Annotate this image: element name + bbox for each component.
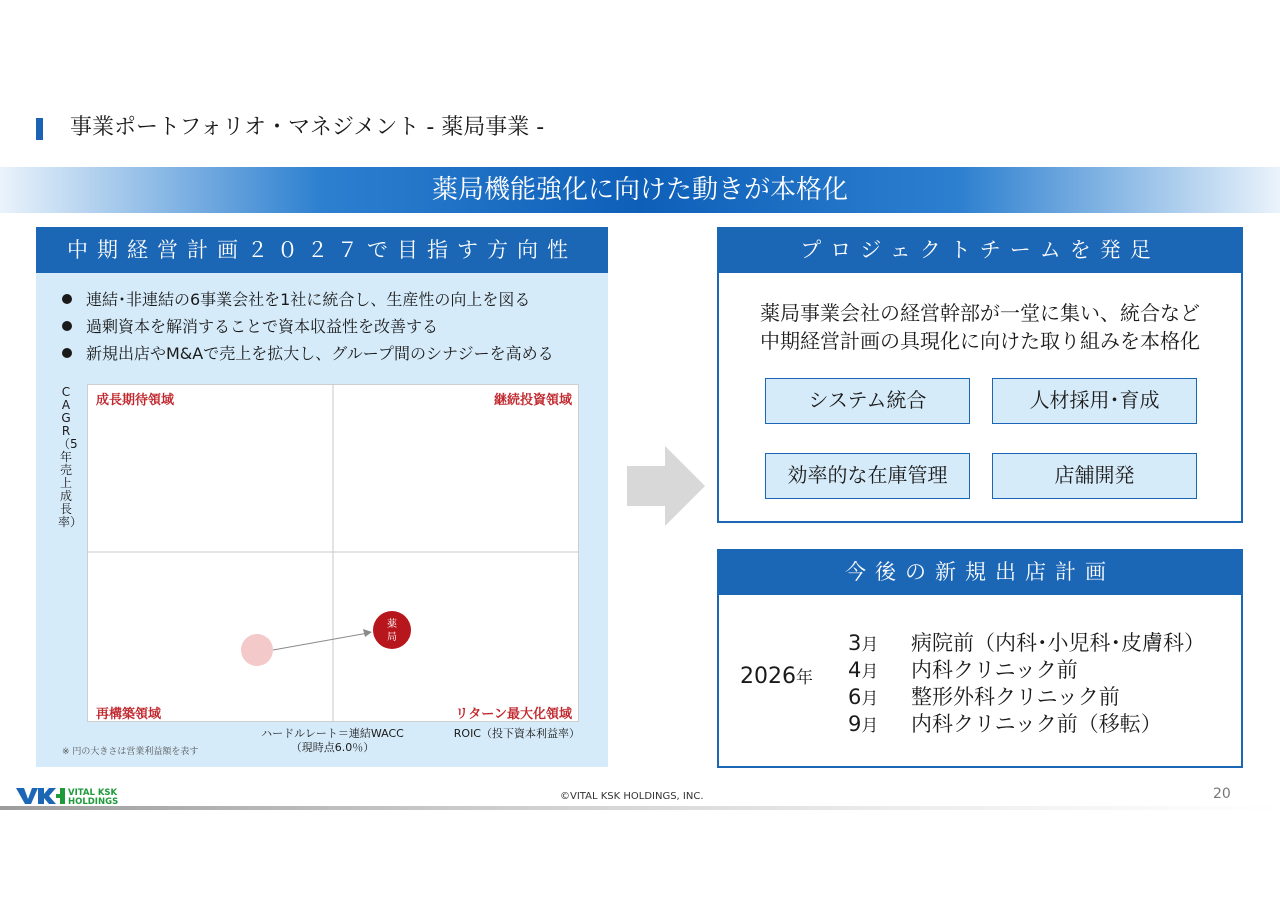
- portfolio-matrix: [87, 384, 579, 722]
- right-arrow-icon: [627, 446, 705, 526]
- quadrant-label-continued-investment: 継続投資領域: [493, 393, 572, 408]
- x-axis-label: ROIC（投下資本利益率）: [453, 727, 580, 740]
- schedule-description: 整形外科クリニック前: [911, 685, 1120, 709]
- schedule-description: 病院前（内科･小児科･皮膚科）: [911, 631, 1205, 655]
- project-team-title: プロジェクトチームを発足: [717, 227, 1243, 273]
- initiative-system-integration: システム統合: [765, 378, 970, 424]
- project-team-description: 薬局事業会社の経営幹部が一堂に集い、統合など 中期経営計画の具現化に向けた取り組みを本格化: [760, 301, 1200, 353]
- pharmacy-bubble-label: 薬: [387, 619, 397, 630]
- schedule-description: 内科クリニック前: [911, 658, 1078, 682]
- schedule-month: 4月: [848, 658, 879, 682]
- bullet-dot-icon: [62, 294, 72, 304]
- schedule-month: 6月: [848, 685, 879, 709]
- store-plan-title: 今後の新規出店計画: [717, 549, 1243, 595]
- bullet-item: 新規出店やM&Aで売上を拡大し、グループ間のシナジーを高める: [62, 343, 554, 365]
- quadrant-label-return-maximization: リターン最大化領域: [455, 707, 572, 722]
- footer-rule: [0, 806, 1280, 810]
- bullet-item: 連結･非連結の6事業会社を1社に統合し、生産性の向上を図る: [62, 289, 530, 311]
- bullet-dot-icon: [62, 321, 72, 331]
- quadrant-label-growth: 成長期待領域: [96, 393, 175, 408]
- page-title: 事業ポートフォリオ・マネジメント - 薬局事業 -: [70, 115, 545, 140]
- schedule-month: 9月: [848, 712, 879, 736]
- page-number: 20: [1213, 786, 1231, 802]
- headline-banner-text: 薬局機能強化に向けた動きが本格化: [431, 175, 848, 205]
- company-logo: [16, 786, 136, 806]
- schedule-month: 3月: [848, 631, 879, 655]
- svg-text:HOLDINGS: HOLDINGS: [68, 797, 119, 806]
- initiative-inventory-management: 効率的な在庫管理: [765, 453, 970, 499]
- initiative-recruitment-training: 人材採用･育成: [992, 378, 1197, 424]
- previous-position-bubble: [241, 634, 273, 666]
- quadrant-label-restructure: 再構築領域: [96, 707, 162, 722]
- hurdle-rate-label: ハードルレート＝連結WACC （現時点6.0％）: [261, 727, 404, 754]
- title-marker: [36, 118, 43, 140]
- pharmacy-bubble: [373, 611, 411, 649]
- bullet-item: 過剰資本を解消することで資本収益性を改善する: [62, 316, 438, 338]
- copyright: ©VITAL KSK HOLDINGS, INC.: [560, 791, 704, 802]
- schedule-description: 内科クリニック前（移転）: [911, 712, 1162, 736]
- initiative-store-development: 店舗開発: [992, 453, 1197, 499]
- mid-term-plan-title: 中期経営計画２０２７で目指す方向性: [36, 227, 608, 273]
- y-axis-label: CAGR（5年売上成長率）: [58, 385, 83, 529]
- pharmacy-bubble-label: 局: [387, 632, 397, 643]
- bubble-size-note: ※ 円の大きさは営業利益額を表す: [62, 747, 199, 757]
- svg-text:VITAL KSK: VITAL KSK: [68, 788, 118, 798]
- plan-year: 2026年: [740, 664, 813, 689]
- bullet-dot-icon: [62, 348, 72, 358]
